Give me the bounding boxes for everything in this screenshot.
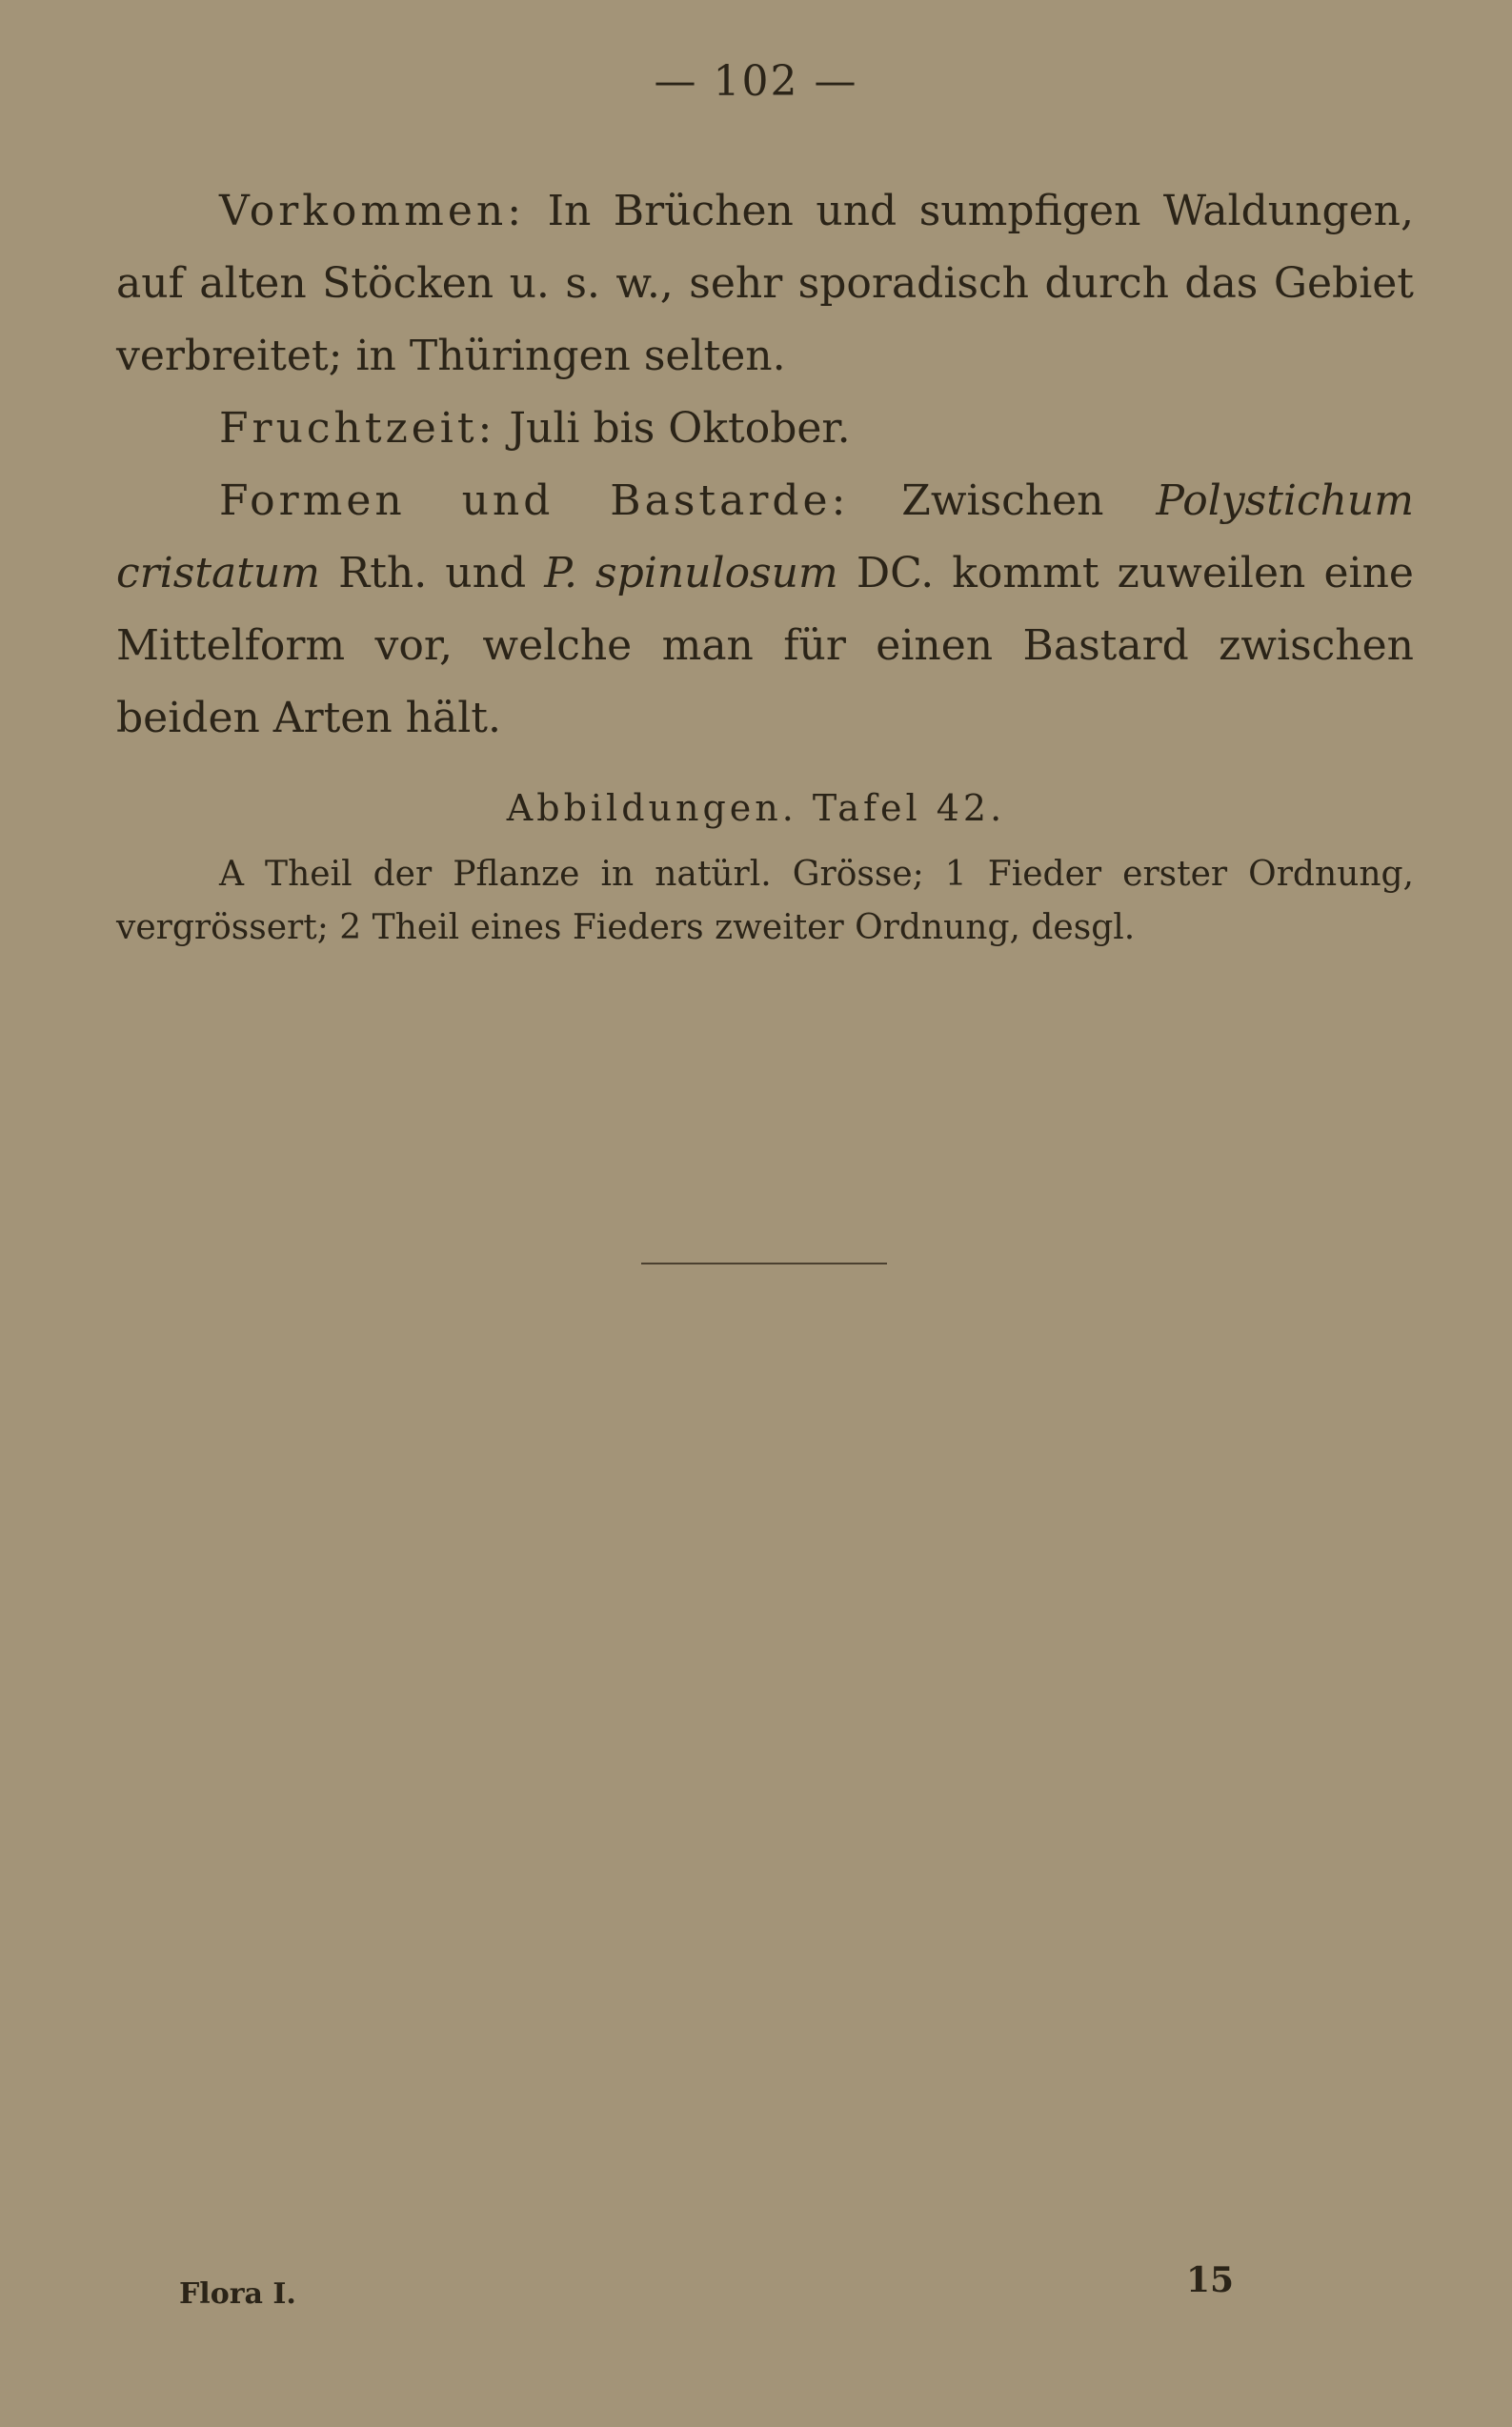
footer-sheet-number: 15 (1186, 2260, 1235, 2300)
fruchtzeit-text: Juli bis Oktober. (509, 404, 851, 453)
paragraph-formen (116, 465, 1414, 755)
formen-text-1: Zwischen (901, 476, 1104, 525)
vorkommen-label: Vorkommen: (219, 187, 526, 235)
paragraph-vorkommen (116, 175, 1414, 393)
formen-text-2: Rth. und (338, 549, 527, 597)
caption-text: A Theil der Pflanze in natürl. Grösse; 1 Fieder erster Ordnung, vergrössert; 2 Theil eines Fieders zweiter Ordnung, desgl. (116, 855, 1414, 947)
formen-text-3: DC. kommt zuweilen eine Mittelform vor, welche man für einen Bastard zwischen beiden Arten hält. (116, 549, 1414, 742)
footer-signature: Flora I. (179, 2277, 296, 2311)
caption-heading: Abbildungen. Tafel 42. (506, 787, 1006, 829)
page-number: — 102 — (654, 57, 858, 106)
divider (641, 1263, 887, 1264)
fruchtzeit-label: Fruchtzeit: (219, 404, 496, 453)
species-name-2: P. spinulosum (544, 549, 838, 597)
formen-label: Formen und Bastarde: (219, 476, 850, 525)
species-name-1: Polystichum cristatum (116, 476, 1414, 597)
vorkommen-text: In Brüchen und sumpfigen Waldungen, auf alten Stöcken u. s. w., sehr sporadisch durch das Gebiet verbreitet; in Thüringen selten. (116, 187, 1414, 380)
paragraph-fruchtzeit (116, 393, 1414, 465)
